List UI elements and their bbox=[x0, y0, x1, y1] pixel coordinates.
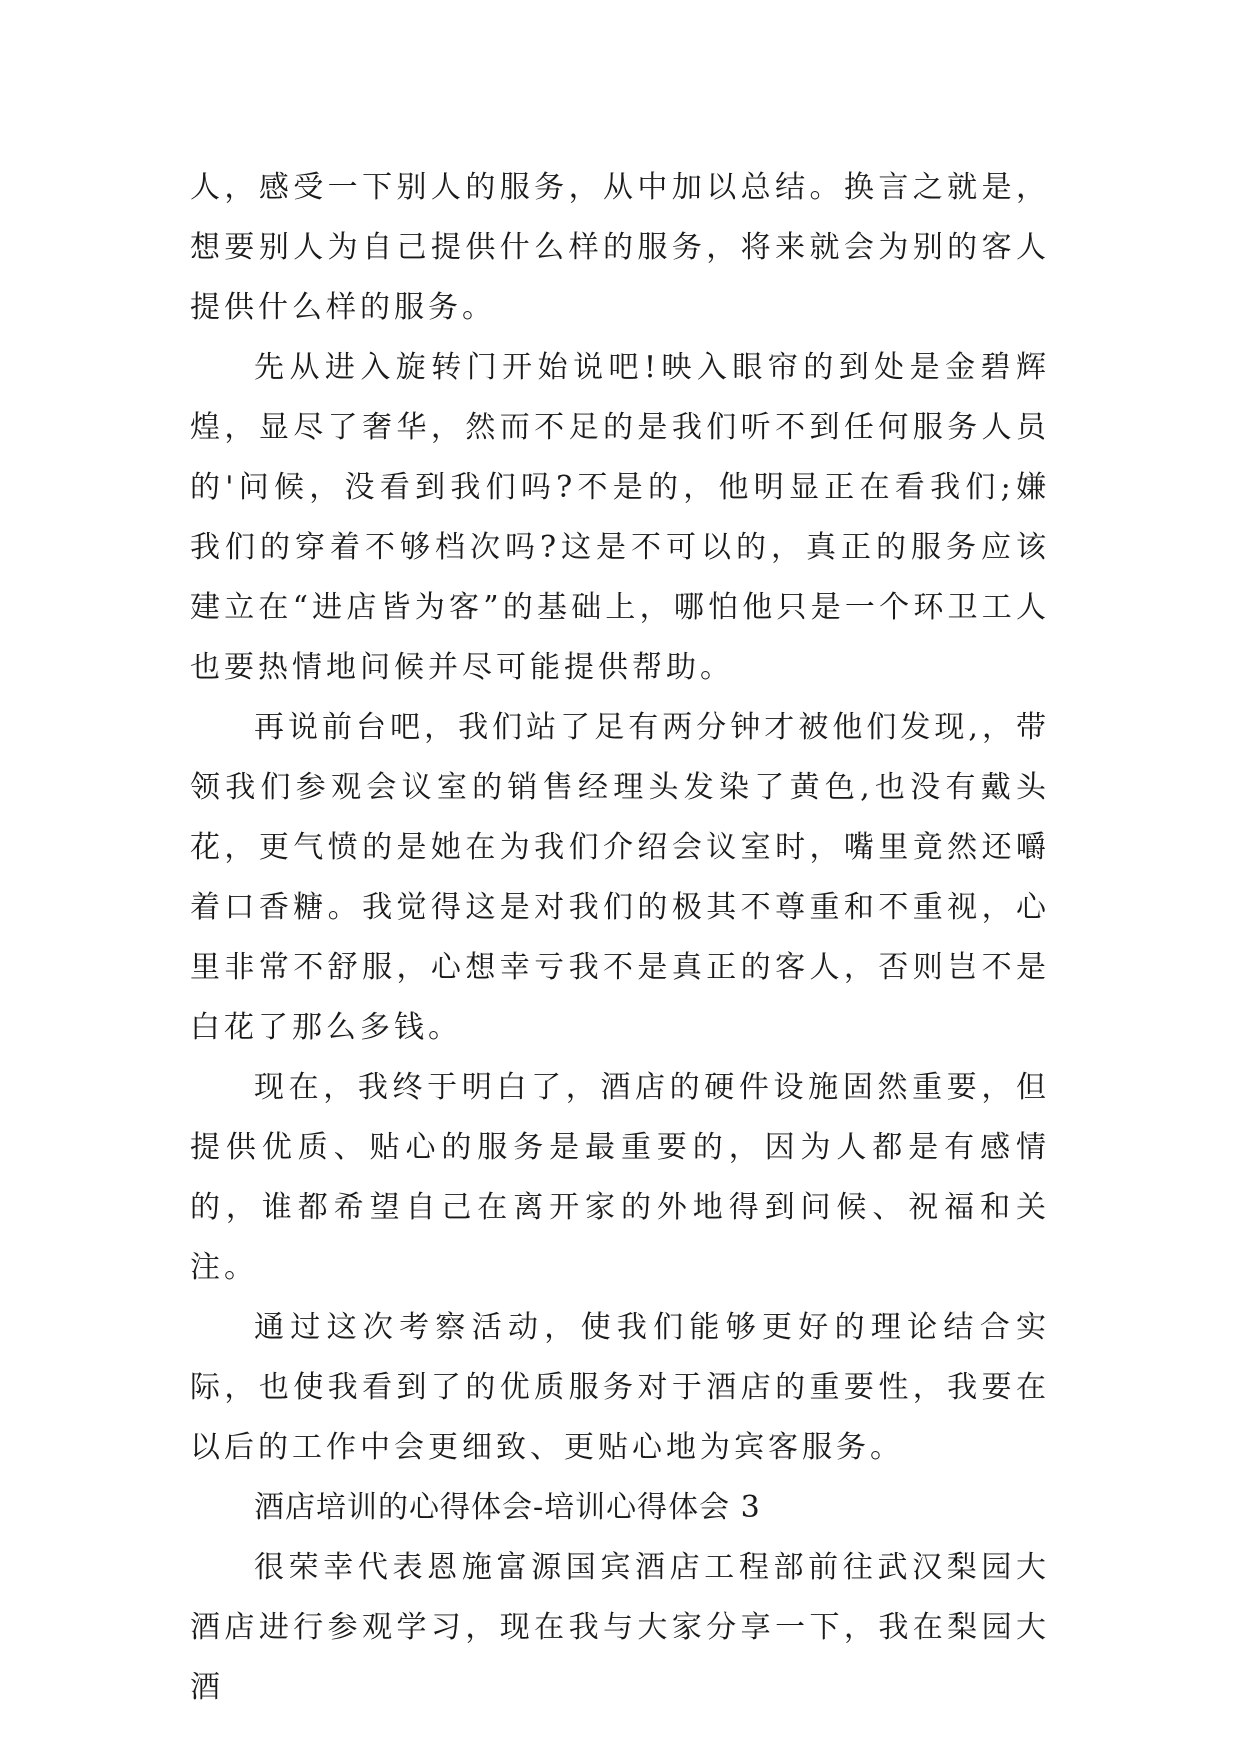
paragraph-1: 人，感受一下别人的服务，从中加以总结。换言之就是，想要别人为自己提供什么样的服务，将来就会为别的客人提供什么样的服务。 bbox=[190, 170, 1050, 325]
section-heading: 酒店培训的心得体会-培训心得体会 3 bbox=[254, 1490, 761, 1525]
paragraph-4: 现在，我终于明白了，酒店的硬件设施固然重要，但提供优质、贴心的服务是最重要的，因为人都是有感情的，谁都希望自己在离开家的外地得到问候、祝福和关注。 bbox=[190, 1070, 1050, 1285]
paragraph-2: 先从进入旋转门开始说吧!映入眼帘的到处是金碧辉煌，显尽了奢华，然而不足的是我们听不到任何服务人员的'问候，没看到我们吗?不是的，他明显正在看我们;嫌我们的穿着不够档次吗?这是不可以的，真正的服务应该建立在“进店皆为客”的基础上，哪怕他只是一个环卫工人也要热情地问候并尽可能提供帮助。 bbox=[190, 350, 1050, 685]
document-body bbox=[190, 158, 1050, 1718]
paragraph-6: 很荣幸代表恩施富源国宾酒店工程部前往武汉梨园大酒店进行参观学习，现在我与大家分享一下，我在梨园大酒 bbox=[190, 1550, 1050, 1705]
paragraph-5: 通过这次考察活动，使我们能够更好的理论结合实际，也使我看到了的优质服务对于酒店的重要性，我要在以后的工作中会更细致、更贴心地为宾客服务。 bbox=[190, 1310, 1050, 1465]
paragraph-3: 再说前台吧，我们站了足有两分钟才被他们发现,，带领我们参观会议室的销售经理头发染了黄色,也没有戴头花，更气愤的是她在为我们介绍会议室时，嘴里竟然还嚼着口香糖。我觉得这是对我们的极其不尊重和不重视，心里非常不舒服，心想幸亏我不是真正的客人，否则岂不是白花了那么多钱。 bbox=[190, 710, 1050, 1045]
